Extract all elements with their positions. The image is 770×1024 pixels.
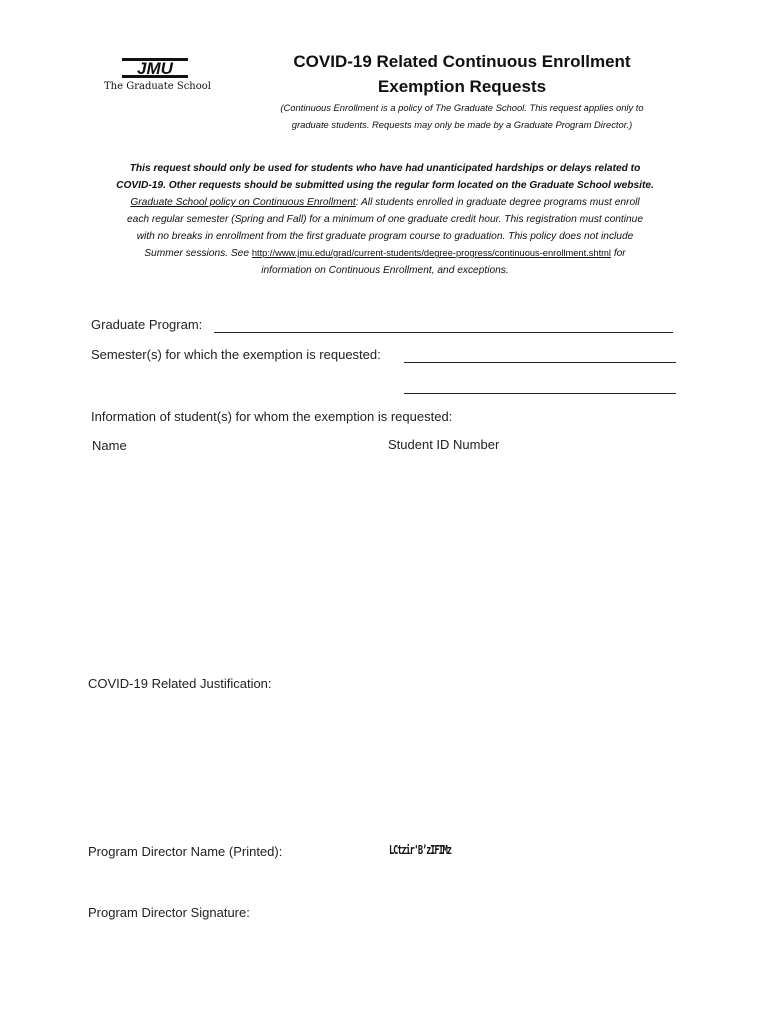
page-title [250,49,674,99]
graduate-program-label: Graduate Program: [91,317,203,332]
intro-paragraph [86,160,684,279]
subtitle-line-2: graduate students. Requests may only be made by a Graduate Program Director.) [291,119,633,130]
intro-bold-line-2: COVID-19. Other requests should be submitted using the regular form located on the Graduate School website. [116,180,654,191]
policy-text-e: for [610,248,626,259]
subtitle-line-1: (Continuous Enrollment is a policy of The Graduate School. This request applies only to [280,102,644,113]
graduate-program-field[interactable] [214,332,673,333]
policy-text-c: with no breaks in enrollment from the first graduate program course to graduation. This policy does not include [136,231,634,242]
logo-subtitle: The Graduate School [104,81,211,92]
policy-link[interactable]: Graduate School policy on Continuous Enrollment [130,197,356,208]
intro-bold-line-1: This request should only be used for students who have had unanticipated hardships or delays related to [129,163,641,174]
title-line-2: Exemption Requests [377,77,547,96]
policy-text-a: : All students enrolled in graduate degree programs must enroll [355,197,640,208]
logo-text: JMU [137,59,173,78]
director-name-label: Program Director Name (Printed): [88,844,283,859]
policy-text-d: Summer sessions. See [144,248,252,259]
name-column-header: Name [92,438,127,453]
title-subtitle [250,99,674,133]
director-signature-label: Program Director Signature: [88,905,250,920]
student-id-column-header: Student ID Number [388,437,500,452]
semester-field-1[interactable] [404,362,676,363]
semester-label: Semester(s) for which the exemption is requested: [91,347,381,362]
students-info-label: Information of student(s) for whom the exemption is requested: [91,409,453,424]
intro-url-line [86,245,684,262]
title-line-1: COVID-19 Related Continuous Enrollment [293,52,631,71]
justification-label: COVID-19 Related Justification: [88,676,272,691]
intro-policy-line-1 [86,194,684,211]
director-name-value: LCtzir'B’zIFIMz [389,843,451,857]
jmu-logo [100,56,212,96]
policy-url-link[interactable]: http://www.jmu.edu/grad/current-students/degree-progress/continuous-enrollment.shtml [251,248,611,258]
policy-text-f: information on Continuous Enrollment, and exceptions. [261,265,509,276]
semester-field-2[interactable] [404,393,676,394]
policy-text-b: each regular semester (Spring and Fall) for a minimum of one graduate credit hour. This registration must continue [126,214,644,225]
jmu-logo-mark [100,56,212,80]
